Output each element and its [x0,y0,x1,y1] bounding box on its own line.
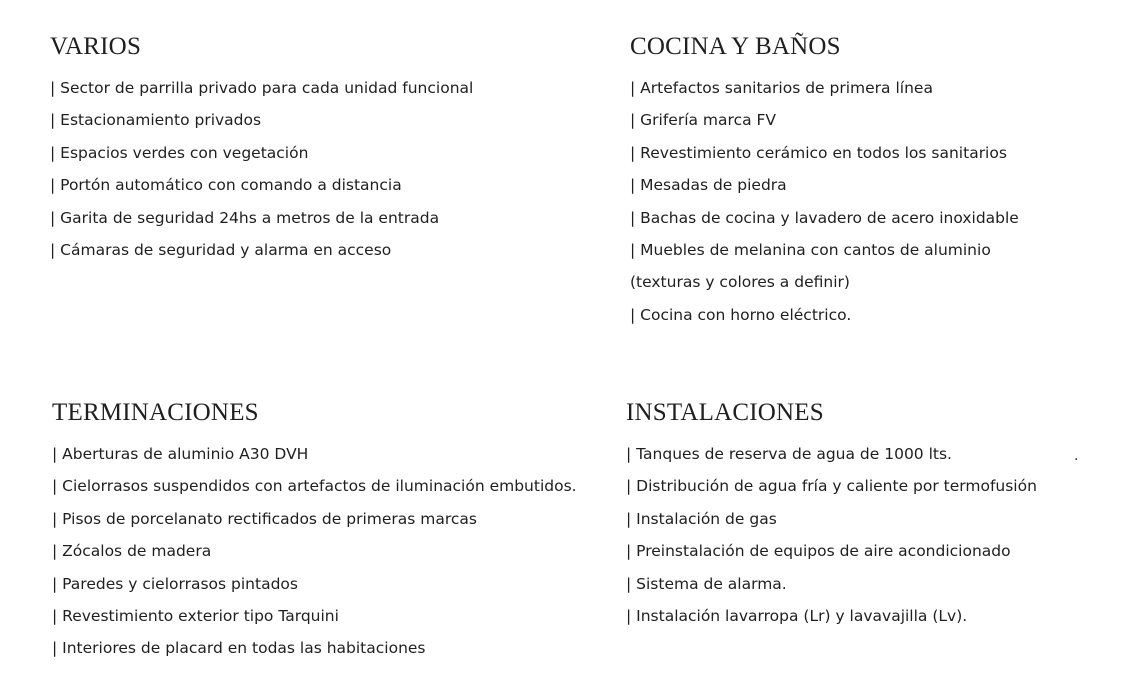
section-title-varios: VARIOS [50,33,142,60]
list-item: | Cielorrasos suspendidos con artefactos de iluminación embutidos. [52,477,577,496]
list-item: | Preinstalación de equipos de aire acondicionado [626,542,1011,561]
list-item: | Revestimiento exterior tipo Tarquini [52,606,339,625]
list-item: (texturas y colores a definir) [630,273,850,292]
terminaciones-list [52,438,577,665]
list-item: | Paredes y cielorrasos pintados [52,574,298,593]
section-terminaciones [52,396,577,665]
list-item: | Interiores de placard en todas las habitaciones [52,639,426,658]
section-instalaciones [626,396,1037,632]
section-title-terminaciones: TERMINACIONES [52,399,259,426]
section-varios [50,30,473,266]
list-item: | Cocina con horno eléctrico. [630,305,852,324]
list-item: | Distribución de agua fría y caliente por termofusión [626,477,1037,496]
section-title-cocina-y-banos: COCINA Y BAÑOS [630,33,841,60]
list-item: | Sector de parrilla privado para cada unidad funcional [50,79,474,97]
list-item: | Espacios verdes con vegetación [50,143,309,162]
list-item: | Grifería marca FV [630,111,777,130]
list-item: | Muebles de melanina con cantos de aluminio [630,240,991,259]
section-cocina-y-banos [630,30,1019,331]
list-item: | Revestimiento cerámico en todos los sanitarios [630,143,1007,162]
stray-dot-mark: . [1074,448,1079,464]
list-item: | Tanques de reserva de agua de 1000 lts. [626,445,952,463]
list-item: | Artefactos sanitarios de primera línea [630,79,933,97]
varios-list [50,72,473,266]
list-item: | Instalación lavarropa (Lr) y lavavajilla (Lv). [626,606,968,625]
instalaciones-list [626,438,1037,632]
list-item: | Cámaras de seguridad y alarma en acceso [50,240,392,259]
list-item: | Bachas de cocina y lavadero de acero inoxidable [630,208,1019,227]
list-item: | Portón automático con comando a distancia [50,176,402,195]
list-item: | Mesadas de piedra [630,176,787,195]
list-item: | Sistema de alarma. [626,574,787,593]
list-item: | Aberturas de aluminio A30 DVH [52,445,309,463]
section-title-instalaciones: INSTALACIONES [626,399,824,426]
list-item: | Instalación de gas [626,509,777,528]
list-item: | Garita de seguridad 24hs a metros de la entrada [50,208,440,227]
cocina-list [630,72,1019,331]
list-item: | Estacionamiento privados [50,111,262,130]
list-item: | Zócalos de madera [52,542,212,561]
list-item: | Pisos de porcelanato rectificados de primeras marcas [52,509,477,528]
